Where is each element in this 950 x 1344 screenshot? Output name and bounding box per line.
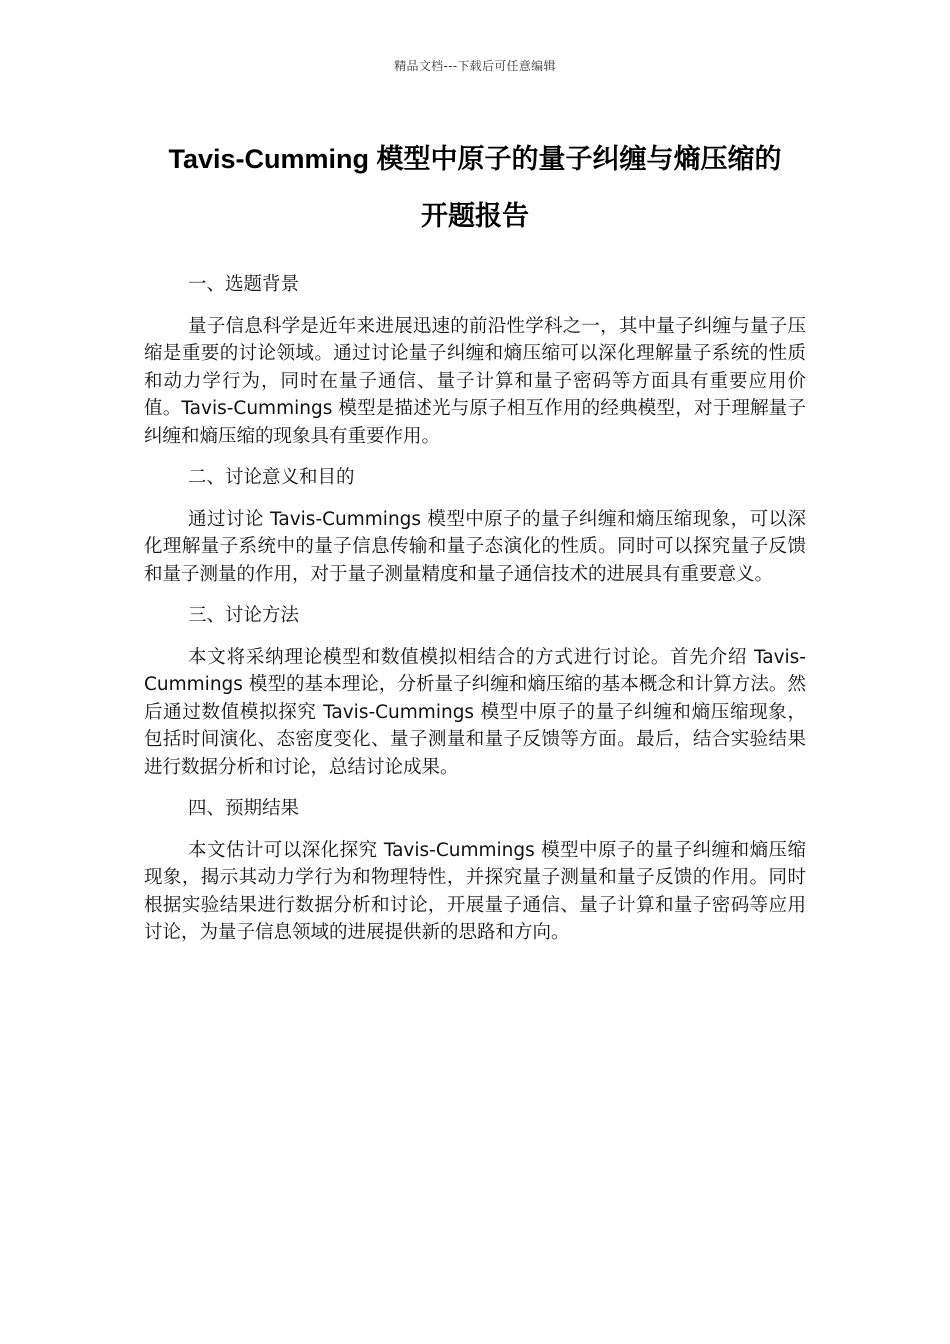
- section-heading-expected-results: 四、预期结果: [188, 798, 300, 819]
- document-title: [120, 131, 830, 245]
- section-heading-background: 一、选题背景: [188, 274, 300, 295]
- section-paragraph-method: 本文将采纳理论模型和数值模拟相结合的方式进行讨论。首先介绍 Tavis-Cummings 模型的基本理论，分析量子纠缠和熵压缩的基本概念和计算方法。然后通过数值模拟探究 Tavis-Cummings 模型中原子的量子纠缠和熵压缩现象，包括时间演化、态密度变化、量子测量和量子反馈等方面。最后，结合实验结果进行数据分析和讨论，总结讨论成果。: [144, 646, 806, 778]
- document-title-line-1: Tavis-Cumming 模型中原子的量子纠缠与熵压缩的: [168, 144, 782, 174]
- page-header-watermark: 精品文档---下载后可任意编辑: [394, 59, 556, 73]
- section-paragraph-expected-results: 本文估计可以深化探究 Tavis-Cummings 模型中原子的量子纠缠和熵压缩现象，揭示其动力学行为和物理特性，并探究量子测量和量子反馈的作用。同时根据实验结果进行数据分析和讨论，开展量子通信、量子计算和量子密码等应用讨论，为量子信息领域的进展提供新的思路和方向。: [144, 839, 806, 943]
- document-title-line-2: 开题报告: [421, 201, 529, 231]
- section-paragraph-background: 量子信息科学是近年来进展迅速的前沿性学科之一，其中量子纠缠与量子压缩是重要的讨论领域。通过讨论量子纠缠和熵压缩可以深化理解量子系统的性质和动力学行为，同时在量子通信、量子计算和量子密码等方面具有重要应用价值。Tavis-Cummings 模型是描述光与原子相互作用的经典模型，对于理解量子纠缠和熵压缩的现象具有重要作用。: [144, 315, 806, 447]
- section-heading-significance: 二、讨论意义和目的: [188, 467, 355, 488]
- document-body: [144, 271, 806, 961]
- section-heading-method: 三、讨论方法: [188, 605, 300, 626]
- section-paragraph-significance: 通过讨论 Tavis-Cummings 模型中原子的量子纠缠和熵压缩现象，可以深化理解量子系统中的量子信息传输和量子态演化的性质。同时可以探究量子反馈和量子测量的作用，对于量子测量精度和量子通信技术的进展具有重要意义。: [144, 508, 806, 585]
